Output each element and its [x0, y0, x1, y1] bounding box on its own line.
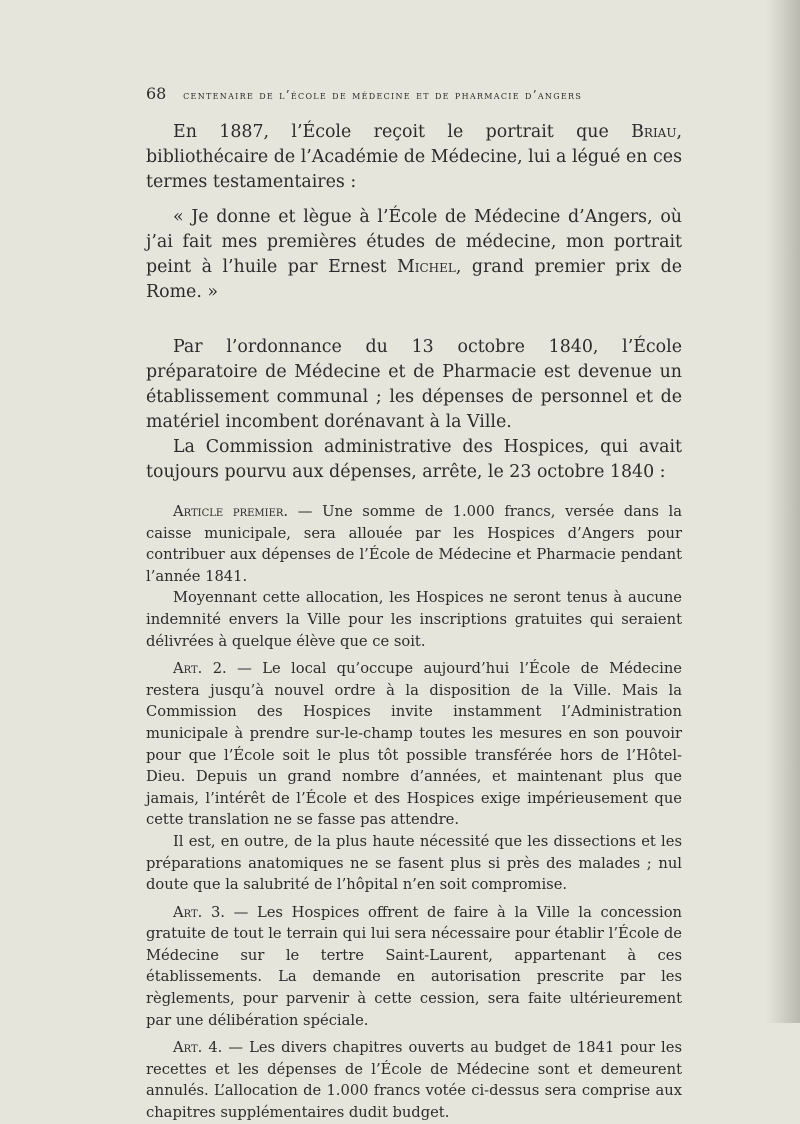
- commission-paragraph: La Commission administrative des Hospices, qui avait toujours pourvu aux dépenses, arrête, le 23 octobre 1840 :: [146, 437, 682, 482]
- running-title: centenaire de l’école de médecine et de pharmacie d’angers: [183, 88, 583, 102]
- article-label: Art. 2.: [173, 660, 227, 678]
- article-label: Art. 4.: [173, 1039, 223, 1057]
- article-label: Article premier.: [173, 503, 289, 520]
- bequest-quote: « Je donne et lègue à l’École de Médecine d’Angers, où j’ai fait mes premières études de médecine, mon portrait peint à l’huile par Ernest Michel, grand premier prix de Rome. »: [146, 207, 682, 302]
- article-1: Article premier. — Une somme de 1.000 francs, versée dans la caisse municipale, sera allouée par les Hospices d’Angers pour contribuer aux dépenses de l’École de Médecine et Pharmacie pendant l’année 1841.: [146, 503, 683, 585]
- intro-section: [146, 120, 682, 305]
- article-2-continued: Il est, en outre, de la plus haute nécessité que les dissections et les préparations anatomiques ne se fasent plus si près des malades ; nul doute que la salubrité de l’hôpital n’en soit compromise.: [146, 832, 682, 894]
- person-name: Briau: [631, 122, 677, 142]
- page-edge-shadow: [766, 0, 800, 1023]
- article-3: Art. 3. — Les Hospices offrent de faire à la Ville la concession gratuite de tout le terrain qui lui sera nécessaire pour établir l’École de Médecine sur le tertre Saint-Laurent, appartenant à ces établissements. La demande en autorisation prescrite par les règlements, pour parvenir à cette cession, sera faite ultérieurement par une délibération spéciale.: [146, 903, 683, 1029]
- page-number: 68: [146, 84, 167, 103]
- articles-section: [146, 501, 682, 1124]
- person-name: Michel: [396, 257, 456, 277]
- article-4: Art. 4. — Les divers chapitres ouverts au budget de 1841 pour les recettes et les dépenses de l’École de Médecine sont et demeurent annulés. L’allocation de 1.000 francs votée ci-dessus sera comprise aux chapitres supplémentaires dudit budget.: [146, 1039, 682, 1122]
- ordinance-section: [146, 335, 682, 485]
- article-2: Art. 2. — Le local qu’occupe aujourd’hui l’École de Médecine restera jusqu’à nouvel ordre à la disposition de la Ville. Mais la Commission des Hospices invite instamment l’Administration municipale à prendre sur-le-champ toutes les mesures en son pouvoir pour que l’École soit le plus tôt possible transférée hors de l’Hôtel-Dieu. Depuis un grand nombre d’années, et maintenant plus que jamais, l’intérêt de l’École et des Hospices exige impérieusement que cette translation ne se fasse pas attendre.: [146, 660, 682, 829]
- page-content: [146, 84, 682, 1124]
- intro-paragraph: En 1887, l’École reçoit le portrait que Briau, bibliothécaire de l’Académie de Médecine, lui a légué en ces termes testamentaires :: [146, 122, 682, 192]
- article-1-continued: Moyennant cette allocation, les Hospices ne seront tenus à aucune indemnité envers la Ville pour les inscriptions gratuites qui seraient délivrées à quelque élève que ce soit.: [146, 589, 682, 650]
- article-label: Art. 3.: [173, 903, 225, 921]
- running-header: [146, 84, 682, 106]
- ordinance-paragraph: Par l’ordonnance du 13 octobre 1840, l’École préparatoire de Médecine et de Pharmacie est devenue un établissement communal ; les dépenses de personnel et de matériel incombent dorénavant à la Ville.: [146, 337, 682, 432]
